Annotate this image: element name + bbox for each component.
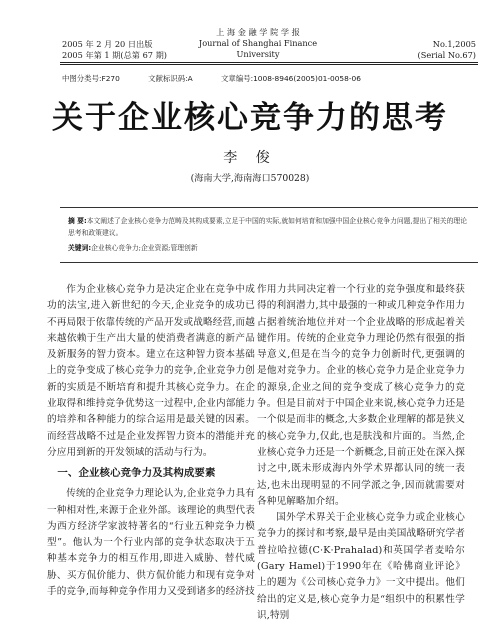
classification-line [62,73,387,84]
journal-name-en: Journal of Shanghai Finance University [198,38,318,59]
body-paragraph: 作为企业核心竞争力是决定企业在竞争中成功的法宝,进入新世纪的今天,企业竞争的成功已不再局限于依靠传统的产品开发或战略经营,而越来越依赖于生产出大量的使消费者满意的新产品及新服务的智力资本。建立在这种智力资本基础上的竞争变成了核心竞争力的竞争,企业竞争力创新的实质是不断培育和提升其核心竞争力。在企业取得和维持竞争优势这一过程中,企业内部能力的培养和各种能力的综合运用是最关键的因素。而经营战略不过是企业发挥智力资本的潜能并充分应用到新的开发领域的活动与行为。 [47,284,255,458]
issue-number: 2005 年第 1 期(总第 67 期) [62,50,167,60]
issue-date-block [62,39,167,61]
body-column-left [47,282,255,600]
body-paragraph: 作用力共同决定着一个行业的竞争强度和最终获得的利润潜力,其中最强的一种或几种竞争作用力占据着统治地位并对一个企业战略的形成起着关键作用。传统的企业竞争力理论仍然有很强的指导意义,但是在当今的竞争力创新时代,更强调的是他对竞争力。企业的核心竞争力是企业竞争力的源泉,企业之间的竞争变成了核心竞争力的竞争。但是目前对于中国企业来说,核心竞争力还是一个似是而非的概念,大多数企业理解的都是狭义的核心竞争力,仅此,也是肤浅和片面的。当然,企业核心竞争力还是一个新概念,目前正处在深入探讨之中,既未形成海内外学术界都认同的统一表达,也未出现明显的不同学派之争,因而就需要对各种见解略加介绍。 [257,284,465,507]
keywords-label: 关键词: [68,244,92,252]
header-rule-thick [60,62,478,63]
serial-number: (Serial No.67) [417,50,476,60]
journal-name-cn: 上 海 金 融 学 院 学 报 [216,27,300,37]
article-number: 文章编号:1008-8946(2005)01-0058-06 [221,74,361,83]
body-paragraph: 国外学术界关于企业核心竞争力或企业核心竞争力的探讨和考察,最早是由美国战略研究学者普拉哈拉德(C·K·Prahalad)和英国学者麦哈尔(Gary Hamel)于1990年在《哈佛商业评论》上的题为《公司核心竞争力》一文中提出。他们给出的定义是,核心竞争力是“组织中的积累性学识,特别 [257,512,465,621]
keywords-text: 企业核心竞争力;企业资源;管理创新 [91,244,198,252]
section-heading: 一、企业核心竞争力及其构成要素 [57,467,216,480]
abstract-rule-bottom [60,262,478,263]
abstract-text: 本文阐述了企业核心竞争力范畴及其构成要素,立足于中国的实际,就如何培育和加强中国企业核心竞争力问题,提出了相关的理论思考和政策建议。 [68,217,467,237]
serial-block [418,39,476,61]
clc-number: 中图分类号:F270 [62,74,120,83]
header-rule-thin [60,64,478,65]
journal-name-block [180,27,336,60]
author-affiliation: (海南大学,海南海口570028) [190,173,310,184]
abstract-label: 摘 要: [68,217,87,225]
body-paragraph: 传统的企业竞争力理论认为,企业竞争力具有一种相对性,来源于企业外部。该理论的典型代表为西方经济学家波特著名的“行业五种竞争力模型”。他认为一个行业内部的竞争状态取决于五种基本竞争力的相互作用,即进入威胁、替代威胁、买方侃价能力、供方侃价能力和现有竞争对手的竞争,而每种竞争作用力又受到诸多的经济技 [47,488,255,598]
document-code: 文献标识码:A [148,74,193,83]
abstract-rule-top [60,207,478,208]
keywords [68,242,468,254]
publish-date: 2005 年 2 月 20 日出版 [62,39,153,49]
abstract [68,215,468,239]
volume-number: No.1,2005 [432,39,476,49]
article-title: 关于企业核心竞争力的思考 [52,100,448,136]
body-column-right [257,282,465,624]
author-name: 李 俊 [223,150,277,166]
